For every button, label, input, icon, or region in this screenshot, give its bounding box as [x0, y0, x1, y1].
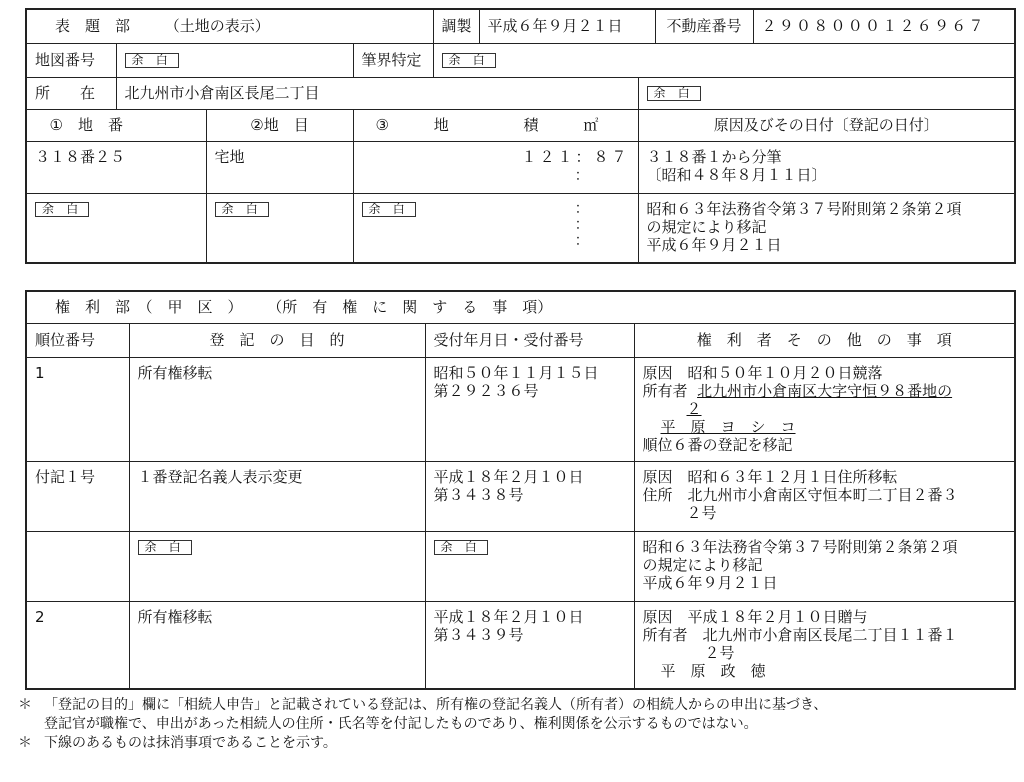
received-number: 第３４３９号 — [433, 625, 524, 644]
land-cause-cell — [638, 193, 1015, 263]
received-yohaku-stamp: 余 白 — [434, 540, 488, 555]
footnote-1-line2: 登記官が職権で、申出があった相続人の住所・氏名等を付記したものであり、権利関係を公示するものではない。 — [44, 716, 758, 732]
received-date: 平成１８年２月１０日 — [433, 607, 584, 626]
received-date: 平成１８年２月１０日 — [433, 467, 584, 486]
cause-header: 原因及びその日付〔登記の日付〕 — [638, 109, 1015, 141]
rights-section-title: 権 利 部 （ 甲 区 ） — [55, 298, 243, 317]
title-section-subtitle: （土地の表示） — [164, 17, 270, 36]
boundary-yohaku-stamp: 余 白 — [442, 53, 496, 68]
area-header-label2: 積 — [523, 116, 539, 134]
footnote-1 — [18, 696, 1018, 715]
land-cause-line2: 〔昭和４８年８月１１日〕 — [646, 165, 827, 184]
location-value: 北九州市小倉南区長尾二丁目 — [116, 77, 638, 109]
land-area-value: １２１：８７ — [521, 147, 630, 166]
title-section-title: 表 題 部 — [55, 17, 131, 36]
holder-owner-name: 平 原 政 徳 — [660, 661, 766, 680]
land-cause-line2: の規定により移記 — [646, 217, 767, 236]
holder-owner-label: 所有者 — [642, 381, 688, 400]
holder-line: 順位６番の登記を移記 — [642, 435, 793, 454]
land-area-cell — [353, 193, 638, 263]
location-label: 所 在 — [26, 77, 116, 109]
received-cell — [425, 357, 634, 461]
land-lot-yohaku-stamp: 余 白 — [35, 202, 89, 217]
rights-section-subtitle: （所 有 権 に 関 す る 事 項） — [267, 298, 553, 317]
boundary-cell — [433, 43, 1015, 77]
boundary-label: 筆界特定 — [353, 43, 433, 77]
area-header-unit: ㎡ — [583, 116, 599, 134]
rights-section-header — [26, 291, 1015, 323]
holder-line: ２号 — [686, 503, 717, 522]
purpose-cell: 所有権移転 — [129, 357, 425, 461]
land-cause-line1: 昭和６３年法務省令第３７号附則第２条第２項 — [646, 199, 962, 218]
footnote-2-text: 下線のあるものは抹消事項であることを示す。 — [44, 735, 337, 751]
holder-cell — [634, 531, 1015, 601]
title-section-table — [25, 8, 1016, 264]
received-cell — [425, 601, 634, 689]
land-area-yohaku-stamp: 余 白 — [362, 202, 416, 217]
land-cause-cell — [638, 141, 1015, 193]
holder-line — [643, 382, 1007, 400]
holder-owner-address-struck: 北九州市小倉南区大字守恒９８番地の — [697, 381, 953, 400]
holder-line: 平成６年９月２１日 — [642, 573, 778, 592]
property-no-value: ２９０８０００１２６９６７ — [753, 9, 1015, 43]
footnote-1-line1: 「登記の目的」欄に「相続人申告」と記載されている登記は、所有権の登記名義人（所有者）の相続人からの申出に基づき、 — [44, 697, 828, 713]
holder-owner-name-struck: 平 原 ヨ シ コ — [660, 417, 796, 436]
received-number: 第３４３８号 — [433, 485, 524, 504]
land-category-cell: 宅地 — [206, 141, 353, 193]
asterisk-mark: ＊ — [18, 735, 32, 751]
purpose-header: 登 記 の 目 的 — [129, 323, 425, 357]
holder-cell — [634, 601, 1015, 689]
holder-cell — [634, 461, 1015, 531]
rank-cell: 2 — [26, 601, 129, 689]
land-row — [26, 141, 1015, 193]
rights-row — [26, 531, 1015, 601]
received-cell — [425, 461, 634, 531]
purpose-yohaku-stamp: 余 白 — [138, 540, 192, 555]
received-date: 昭和５０年１１月１５日 — [433, 363, 599, 382]
area-header-no: ③ — [375, 116, 389, 134]
land-category-cell — [206, 193, 353, 263]
location-right-cell — [638, 77, 1015, 109]
land-area-dots — [574, 200, 589, 248]
holder-line: 原因 平成１８年２月１０日贈与 — [642, 607, 868, 626]
land-area-dot: ： — [574, 230, 590, 249]
rank-cell — [26, 531, 129, 601]
map-no-cell — [116, 43, 353, 77]
land-area-dot: ： — [574, 165, 590, 184]
land-area-dot: ： — [574, 198, 590, 217]
holder-cell — [634, 357, 1015, 461]
rights-row — [26, 357, 1015, 461]
location-yohaku-stamp: 余 白 — [647, 86, 701, 101]
purpose-cell — [129, 531, 425, 601]
lot-no-header: ① 地 番 — [26, 109, 206, 141]
holder-line: ２ — [686, 399, 702, 418]
land-lot-cell — [26, 193, 206, 263]
land-area-cell — [353, 141, 638, 193]
category-header: ②地 目 — [206, 109, 353, 141]
holder-line: 原因 昭和６３年１２月１日住所移転 — [642, 467, 898, 486]
map-no-label: 地図番号 — [26, 43, 116, 77]
rights-row — [26, 461, 1015, 531]
map-no-yohaku-stamp: 余 白 — [125, 53, 179, 68]
holder-line: ２号 — [704, 643, 735, 662]
holder-line: の規定により移記 — [642, 555, 763, 574]
land-cause-line3: 平成６年９月２１日 — [646, 235, 782, 254]
rights-row — [26, 601, 1015, 689]
prepared-label: 調製 — [433, 9, 479, 43]
land-area-dot: ： — [574, 214, 590, 233]
land-category-yohaku-stamp: 余 白 — [215, 202, 269, 217]
footnote-2 — [18, 734, 1018, 753]
title-section-header — [26, 9, 433, 43]
purpose-cell: １番登記名義人表示変更 — [129, 461, 425, 531]
holder-line: 住所 北九州市小倉南区守恒本町二丁目２番３ — [642, 485, 958, 504]
rank-header: 順位番号 — [26, 323, 129, 357]
received-header: 受付年月日・受付番号 — [425, 323, 634, 357]
received-number: 第２９２３６号 — [433, 381, 539, 400]
area-header-label1: 地 — [433, 116, 449, 134]
land-cause-line1: ３１８番１から分筆 — [646, 147, 782, 166]
asterisk-mark: ＊ — [18, 697, 32, 713]
prepared-date: 平成６年９月２１日 — [479, 9, 655, 43]
purpose-cell: 所有権移転 — [129, 601, 425, 689]
area-header — [353, 109, 638, 141]
holder-line: 原因 昭和５０年１０月２０日競落 — [642, 363, 883, 382]
received-cell — [425, 531, 634, 601]
rank-cell: 1 — [26, 357, 129, 461]
footnotes — [18, 696, 1018, 753]
property-no-label: 不動産番号 — [655, 9, 753, 43]
holder-header: 権 利 者 そ の 他 の 事 項 — [634, 323, 1015, 357]
land-lot-cell: ３１８番２５ — [26, 141, 206, 193]
holder-line: 所有者 北九州市小倉南区長尾二丁目１１番１ — [642, 625, 958, 644]
land-row — [26, 193, 1015, 263]
holder-line: 昭和６３年法務省令第３７号附則第２条第２項 — [642, 537, 958, 556]
rank-cell: 付記１号 — [26, 461, 129, 531]
rights-section-table — [25, 290, 1016, 690]
